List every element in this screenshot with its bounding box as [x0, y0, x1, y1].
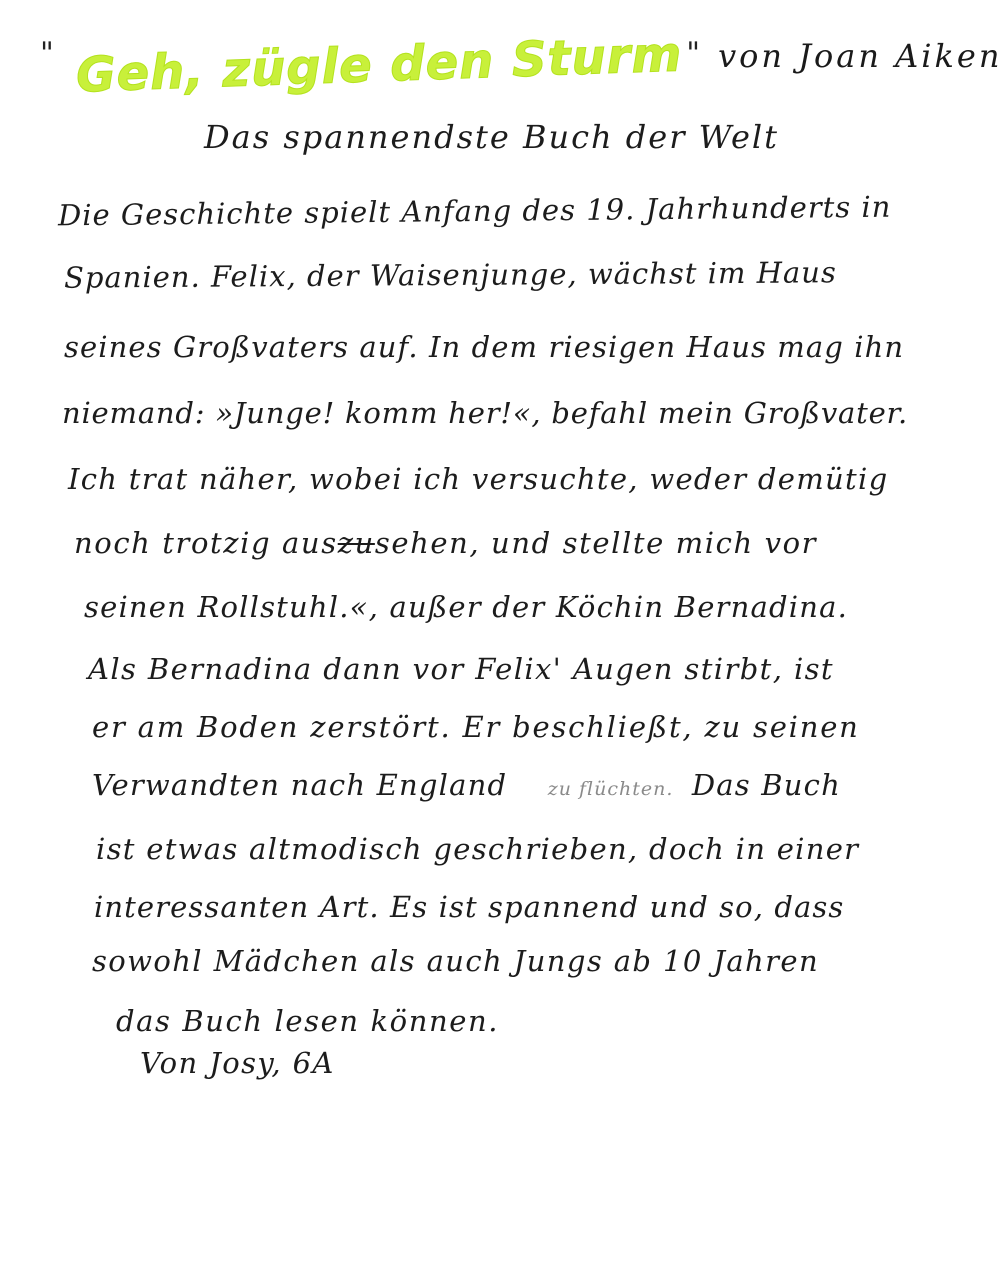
signature: Von Josy, 6A — [140, 1046, 335, 1080]
text-line-2: Spanien. Felix, der Waisenjunge, wächst im Haus — [63, 255, 837, 295]
text-line-14: das Buch lesen können. — [116, 1004, 500, 1038]
text-line-9: er am Boden zerstört. Er beschließt, zu seinen — [92, 710, 860, 744]
text-line-7: seinen Rollstuhl.«, außer der Köchin Bernadina. — [84, 590, 849, 624]
text-line-6 — [74, 526, 817, 560]
text-line-6-part-2: sehen, und stellte mich vor — [374, 526, 818, 560]
text-line-4: niemand: »Junge! komm her!«, befahl mein Großvater. — [62, 396, 909, 430]
text-line-13: sowohl Mädchen als auch Jungs ab 10 Jahren — [92, 944, 820, 978]
crossed-out-word: zu — [337, 526, 375, 560]
subtitle: Das spannendste Buch der Welt — [204, 118, 779, 156]
title-line — [40, 26, 1002, 104]
text-line-10-part-2: Das Buch — [691, 768, 841, 802]
author-credit: von Joan Aiken — [718, 37, 1002, 75]
text-line-1: Die Geschichte spielt Anfang des 19. Jahrhunderts in — [57, 189, 892, 233]
text-line-3: seines Großvaters auf. In dem riesigen Haus mag ihn — [64, 330, 905, 364]
text-line-10-part-1: Verwandten nach England — [92, 768, 508, 802]
opening-quote: " — [40, 36, 54, 71]
text-line-6-part-1: noch trotzig aus — [74, 526, 338, 560]
text-line-8: Als Bernadina dann vor Felix' Augen stirbt, ist — [88, 652, 834, 686]
text-line-10 — [92, 768, 841, 802]
closing-quote: " — [686, 36, 701, 71]
text-line-11: ist etwas altmodisch geschrieben, doch in einer — [96, 832, 860, 866]
book-title: Geh, zügle den Sturm — [75, 26, 684, 104]
text-line-12: interessanten Art. Es ist spannend und so, dass — [94, 890, 845, 924]
text-line-5: Ich trat näher, wobei ich versuchte, weder demütig — [68, 462, 889, 496]
pencil-insertion: zu flüchten. — [547, 778, 674, 800]
